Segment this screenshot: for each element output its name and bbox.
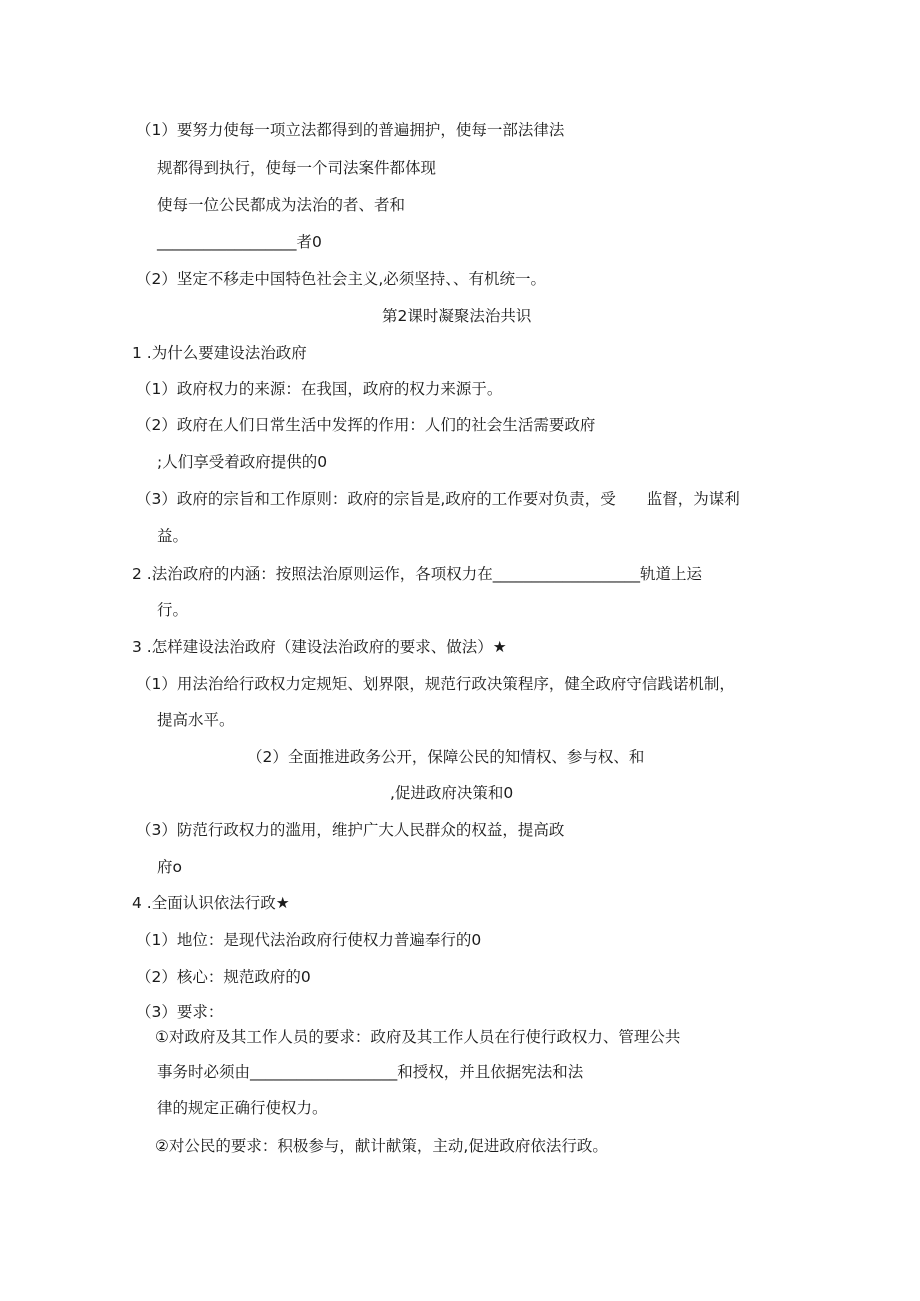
text-line: 律的规定正确行使权力。 — [157, 1099, 328, 1117]
text-line: （1）要努力使每一项立法都得到的普遍拥护，使每一部法律法 — [136, 121, 565, 139]
heading-1: 1 .为什么要建设法治政府 — [132, 344, 307, 362]
text-line: 事务时必须由___________________和授权，并且依据宪法和法 — [157, 1063, 584, 1081]
text-line: （3）政府的宗旨和工作原则：政府的宗旨是,政府的工作要对负责，受 监督，为谋利 — [136, 490, 740, 508]
text-line: 提高水平。 — [157, 711, 235, 729]
heading-3: 3 .怎样建设法治政府（建设法治政府的要求、做法）★ — [132, 638, 507, 656]
text-line: ①对政府及其工作人员的要求：政府及其工作人员在行使行政权力、管理公共 — [155, 1028, 681, 1046]
text-line: 使每一位公民都成为法治的者、者和 — [157, 196, 406, 214]
section-title: 第2课时凝聚法治共识 — [382, 307, 532, 325]
text-line: （2）政府在人们日常生活中发挥的作用：人们的社会生活需要政府 — [136, 416, 596, 434]
heading-2: 2 .法治政府的内涵：按照法治原则运作，各项权力在___________________轨道上运 — [132, 565, 702, 583]
text-line: 规都得到执行，使每一个司法案件都体现 — [157, 159, 437, 177]
text-line: （1）政府权力的来源：在我国，政府的权力来源于。 — [136, 380, 503, 398]
text-line: （3）要求： — [136, 1003, 224, 1021]
text-line: ;人们享受着政府提供的0 — [157, 453, 328, 471]
text-line: ,促进政府决策和0 — [390, 784, 514, 802]
text-line: （1）用法治给行政权力定规矩、划界限，规范行政决策程序，健全政府守信践诺机制， — [136, 675, 735, 693]
text-line: ②对公民的要求：积极参与，献计献策，主动,促进政府依法行政。 — [155, 1137, 608, 1155]
text-line: 益。 — [157, 527, 189, 545]
text-line: （2）坚定不移走中国特色社会主义,必须坚持、、有机统一。 — [136, 270, 547, 288]
text-line: （1）地位：是现代法治政府行使权力普遍奉行的0 — [136, 931, 482, 949]
text-line: 行。 — [157, 601, 189, 619]
text-line: 府o — [157, 858, 182, 876]
text-line: （2）全面推进政务公开，保障公民的知情权、参与权、和 — [247, 748, 645, 766]
text-line: （3）防范行政权力的滥用，维护广大人民群众的权益，提高政 — [136, 821, 565, 839]
text-line: __________________者0 — [157, 233, 322, 251]
text-line: （2）核心：规范政府的0 — [136, 968, 311, 986]
heading-4: 4 .全面认识依法行政★ — [132, 894, 290, 912]
